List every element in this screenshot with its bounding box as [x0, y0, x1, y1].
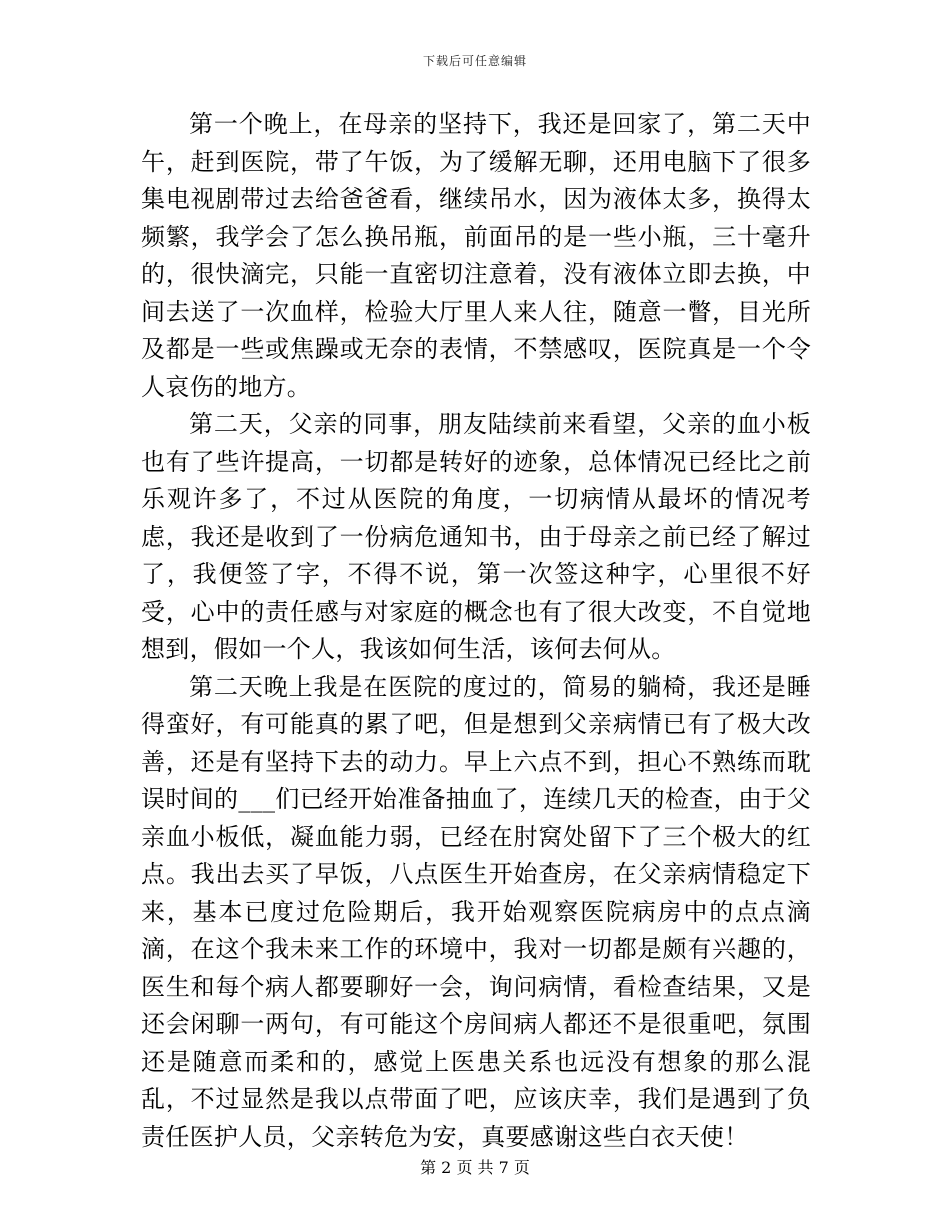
page-header: 下载后可任意编辑 [422, 54, 527, 68]
paragraph-2: 第二天，父亲的同事，朋友陆续前来看望，父亲的血小板也有了些许提高，一切都是转好的迹象，总体情况已经比之前乐观许多了，不过从医院的角度，一切病情从最坏的情况考虑，我还是收到了一份病危通知书，由于母亲之前已经了解过了，我便签了字，不得不说，第一次签这种字，心里很不好受，心中的责任感与对家庭的概念也有了很大改变，不自觉地想到，假如一个人，我该如何生活，该何去何从。 [141, 410, 811, 663]
document-body [141, 106, 811, 1156]
paragraph-3: 第二天晚上我是在医院的度过的，简易的躺椅，我还是睡得蛮好，有可能真的累了吧，但是想到父亲病情已有了极大改善，还是有坚持下去的动力。早上六点不到，担心不熟练而耽误时间的___们已经开始准备抽血了，连续几天的检查，由于父亲血小板低，凝血能力弱，已经在肘窝处留下了三个极大的红点。我出去买了早饭，八点医生开始查房，在父亲病情稳定下来，基本已度过危险期后，我开始观察医院病房中的点点滴滴，在这个我未来工作的环境中，我对一切都是颇有兴趣的，医生和每个病人都要聊好一会，询问病情，看检查结果，又是还会闲聊一两句，有可能这个房间病人都还不是很重吧，氛围还是随意而柔和的，感觉上医患关系也远没有想象的那么混乱，不过显然是我以点带面了吧，应该庆幸，我们是遇到了负责任医护人员，父亲转危为安，真要感谢这些白衣天使！ [141, 672, 811, 1151]
paragraph-1: 第一个晚上，在母亲的坚持下，我还是回家了，第二天中午，赶到医院，带了午饭，为了缓解无聊，还用电脑下了很多集电视剧带过去给爸爸看，继续吊水，因为液体太多，换得太频繁，我学会了怎么换吊瓶，前面吊的是一些小瓶，三十毫升的，很快滴完，只能一直密切注意着，没有液体立即去换，中间去送了一次血样，检验大厅里人来人往，随意一瞥，目光所及都是一些或焦躁或无奈的表情，不禁感叹，医院真是一个令人哀伤的地方。 [141, 110, 811, 401]
page-number: 第 2 页 共 7 页 [420, 1158, 530, 1177]
